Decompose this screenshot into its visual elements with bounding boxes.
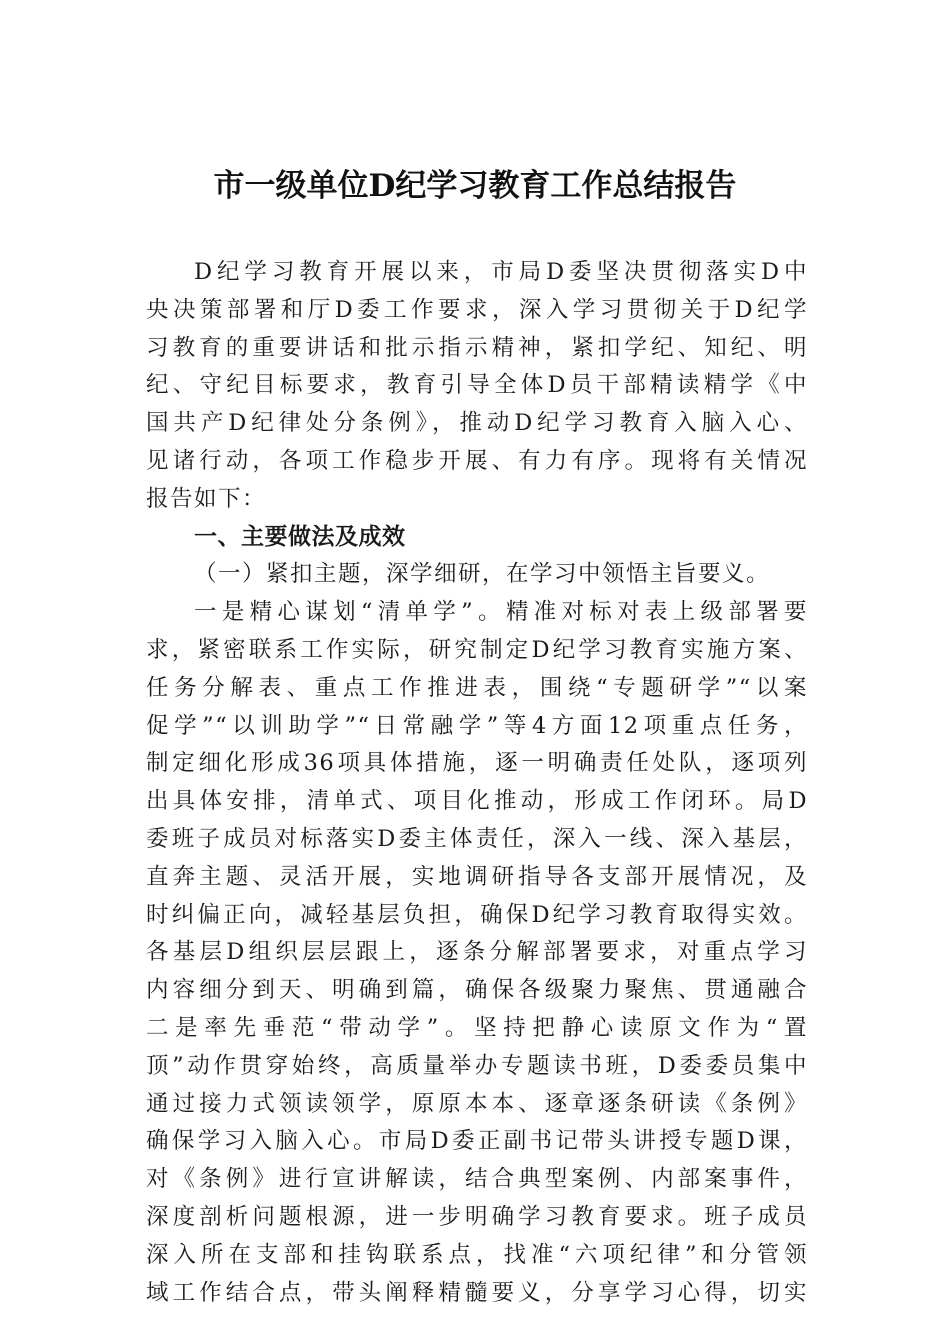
text-line: 深入所在支部和挂钩联系点，找准“六项纪律”和分管领 bbox=[146, 1241, 808, 1268]
body-paragraph bbox=[146, 594, 808, 1312]
text-line: 求，紧密联系工作实际，研究制定D纪学习教育实施方案、 bbox=[146, 636, 808, 663]
text-line: 促学”“以训助学”“日常融学”等4方面12项重点任务， bbox=[146, 712, 808, 739]
text-line: 各基层D组织层层跟上，逐条分解部署要求，对重点学习 bbox=[146, 939, 808, 966]
section-heading: 一、主要做法及成效 bbox=[194, 523, 406, 550]
text-line: 时纠偏正向，减轻基层负担，确保D纪学习教育取得实效。 bbox=[146, 901, 808, 928]
text-line: 制定细化形成36项具体措施，逐一明确责任处队，逐项列 bbox=[146, 750, 808, 777]
text-line: 任务分解表、重点工作推进表，围绕“专题研学”“以案 bbox=[146, 674, 808, 701]
document-title: 市一级单位D纪学习教育工作总结报告 bbox=[213, 168, 737, 204]
text-line: 国共产D纪律处分条例》，推动D纪学习教育入脑入心、 bbox=[146, 410, 808, 437]
text-line: 一是精心谋划“清单学”。精准对标对表上级部署要 bbox=[194, 599, 808, 626]
text-line: 内容细分到天、明确到篇，确保各级聚力聚焦、贯通融合 bbox=[146, 977, 808, 1004]
text-line: 直奔主题、灵活开展，实地调研指导各支部开展情况，及 bbox=[146, 863, 808, 890]
text-line: 委班子成员对标落实D委主体责任，深入一线、深入基层， bbox=[146, 825, 808, 852]
subsection-heading: （一）紧扣主题，深学细研，在学习中领悟主旨要义。 bbox=[194, 561, 771, 588]
text-line: 二是率先垂范“带动学”。坚持把静心读原文作为“置 bbox=[146, 1014, 808, 1041]
text-line: 见诸行动，各项工作稳步开展、有力有序。现将有关情况 bbox=[146, 447, 808, 474]
text-line: 顶”动作贯穿始终，高质量举办专题读书班，D委委员集中 bbox=[146, 1052, 808, 1079]
text-line: 习教育的重要讲话和批示指示精神，紧扣学纪、知纪、明 bbox=[146, 334, 808, 361]
text-line: 域工作结合点，带头阐释精髓要义，分享学习心得，切实 bbox=[146, 1279, 808, 1306]
text-line: 对《条例》进行宣讲解读，结合典型案例、内部案事件， bbox=[146, 1166, 808, 1193]
document-body bbox=[146, 254, 808, 1312]
text-line: 纪、守纪目标要求，教育引导全体D员干部精读精学《中 bbox=[146, 372, 808, 399]
text-line: 报告如下： bbox=[146, 485, 267, 512]
text-line: D纪学习教育开展以来，市局D委坚决贯彻落实D中 bbox=[194, 259, 808, 285]
text-line: 确保学习入脑入心。市局D委正副书记带头讲授专题D课， bbox=[146, 1128, 808, 1155]
text-line: 出具体安排，清单式、项目化推动，形成工作闭环。局D bbox=[146, 788, 808, 815]
text-line: 通过接力式领读领学，原原本本、逐章逐条研读《条例》 bbox=[146, 1090, 808, 1117]
text-line: 央决策部署和厅D委工作要求，深入学习贯彻关于D纪学 bbox=[146, 296, 808, 323]
text-line: 深度剖析问题根源，进一步明确学习教育要求。班子成员 bbox=[146, 1203, 808, 1230]
intro-paragraph bbox=[146, 254, 808, 519]
